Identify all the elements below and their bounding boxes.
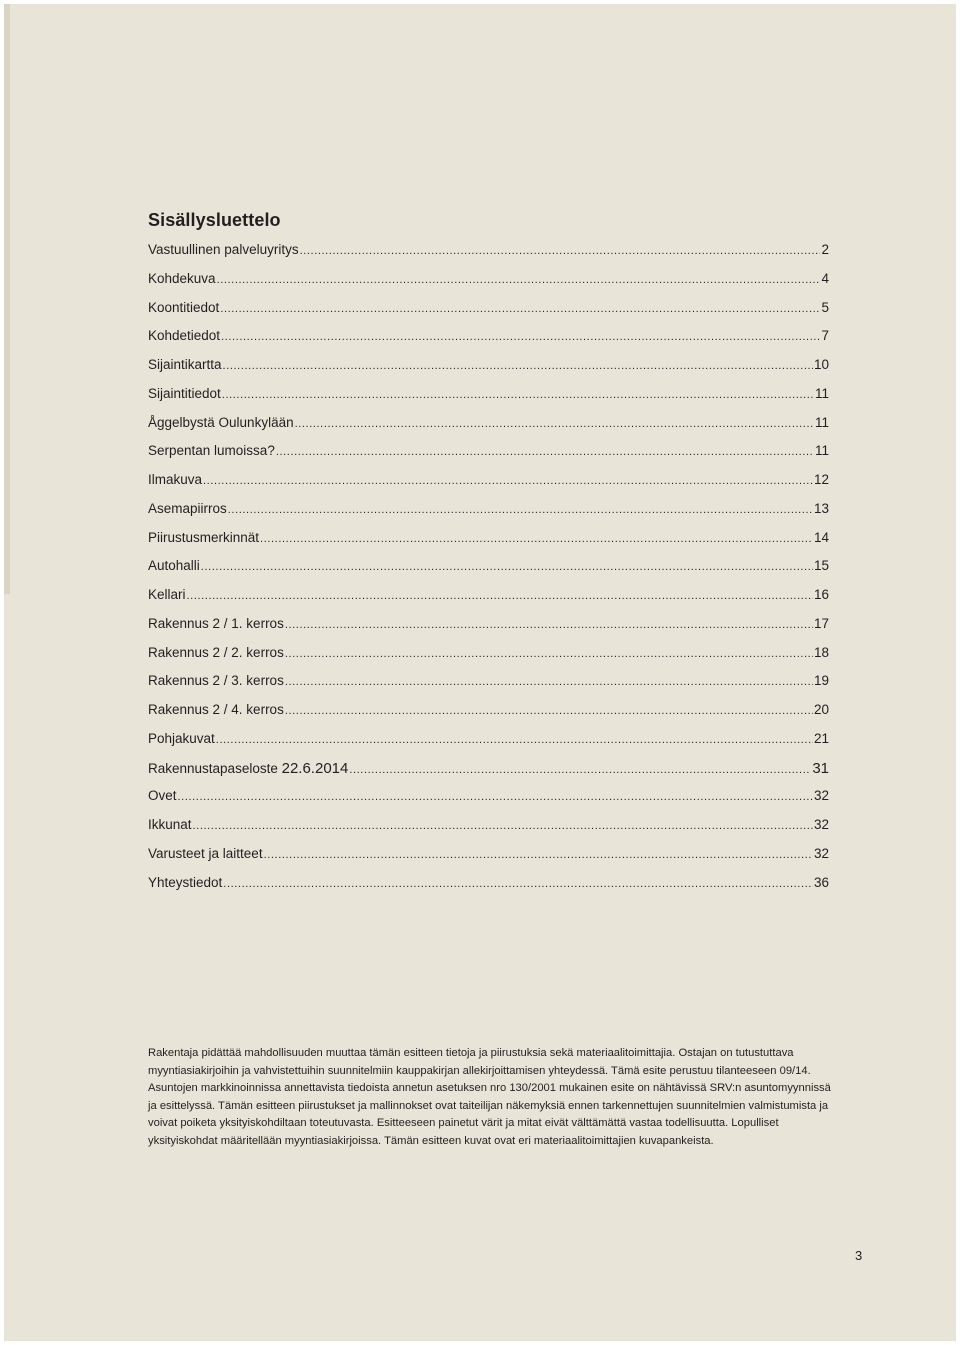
toc-entry[interactable] bbox=[148, 587, 829, 616]
toc-entry-page: 14 bbox=[813, 529, 829, 545]
toc-entry-label-text: Pohjakuvat bbox=[148, 730, 215, 746]
dot-leader bbox=[228, 504, 813, 516]
toc-entry-page: 15 bbox=[813, 558, 829, 574]
toc-entry-page: 10 bbox=[813, 357, 829, 372]
toc-entry-label-text: Sijaintitiedot bbox=[148, 385, 221, 401]
toc-entry[interactable] bbox=[148, 443, 829, 472]
dot-leader bbox=[276, 446, 814, 458]
dot-leader bbox=[285, 676, 813, 688]
toc-entry[interactable] bbox=[148, 788, 829, 817]
dot-leader bbox=[201, 561, 813, 573]
document-page bbox=[4, 4, 956, 1341]
toc-entry-label bbox=[148, 530, 259, 545]
toc-entry[interactable] bbox=[148, 616, 829, 645]
toc-entry-label bbox=[148, 386, 221, 401]
dot-leader bbox=[217, 274, 821, 286]
toc-entry-label-text: Sijaintikartta bbox=[148, 357, 222, 372]
table-of-contents bbox=[148, 242, 829, 903]
toc-entry-page: 31 bbox=[812, 759, 829, 777]
toc-entry-label-text: Ovet bbox=[148, 788, 177, 804]
toc-entry-label-text: Kellari bbox=[148, 587, 186, 602]
toc-entry-page: 12 bbox=[813, 472, 829, 487]
dot-leader bbox=[349, 764, 811, 776]
toc-entry-page: 11 bbox=[814, 443, 829, 459]
toc-entry-label-text: Ikkunat bbox=[148, 817, 192, 832]
disclaimer-text: Rakentaja pidättää mahdollisuuden muuttaa tämän esitteen tietoja ja piirustuksia sekä materiaalitoimittajia. Ostajan on tutustuttava myyntiasiakirjoihin ja vahvistettuihin suunnitelmiin kauppakirjan allekirjoittamisen yhteydessä. Tämä esite perustuu tilanteeseen 09/14. Asuntojen markkinoinnissa annettavista tiedoista annetun asetuksen nro 130/2001 mukainen esite on nähtävissä SRV:n asuntomyynnissä ja esittelyssä. Tämän esitteen piirustukset ja mallinnokset ovat taiteilijan näkemyksiä ennen tarkennettujen suunnitelmien valmistumista ja voivat poiketa yksityiskohdiltaan toteutuvasta. Esitteeseen painetut värit ja mitat eivät välttämättä vastaa todellisuutta. Lopulliset yksityiskohdat määritellään myyntiasiakirjoissa. Tämän esitteen kuvat ovat eri materiaalitoimittajien kuvapankeista. bbox=[148, 1047, 831, 1147]
toc-entry[interactable] bbox=[148, 472, 829, 501]
dot-leader bbox=[221, 331, 820, 343]
toc-entry-date: 22.6.2014 bbox=[281, 759, 349, 777]
toc-entry-page: 20 bbox=[813, 702, 829, 717]
toc-entry-label bbox=[148, 673, 284, 688]
toc-entry-page: 36 bbox=[813, 874, 829, 890]
toc-entry-label bbox=[148, 271, 216, 286]
page-edge-shadow bbox=[4, 4, 10, 594]
toc-entry-page: 32 bbox=[813, 817, 829, 832]
toc-entry-label bbox=[148, 645, 284, 660]
toc-entry-label-text: Ilmakuva bbox=[148, 472, 203, 487]
toc-entry-page: 11 bbox=[814, 414, 829, 430]
toc-entry-label bbox=[148, 501, 227, 516]
toc-entry-label bbox=[148, 760, 348, 777]
toc-entry-label bbox=[148, 846, 263, 861]
toc-entry[interactable] bbox=[148, 846, 829, 875]
dot-leader bbox=[222, 389, 814, 401]
toc-entry[interactable] bbox=[148, 673, 829, 702]
dot-leader bbox=[285, 648, 813, 660]
toc-entry-label bbox=[148, 558, 200, 573]
toc-entry-label-text: Kohdetiedot bbox=[148, 328, 221, 344]
toc-entry-label-text: Serpentan lumoissa? bbox=[148, 443, 275, 459]
toc-entry-label-text: Rakennustapaseloste bbox=[148, 760, 278, 776]
toc-entry-label-text: Rakennus 2 / 3. kerros bbox=[148, 673, 284, 689]
dot-leader bbox=[223, 878, 813, 890]
toc-entry[interactable] bbox=[148, 645, 829, 674]
dot-leader bbox=[203, 475, 813, 487]
toc-entry-label-text: Varusteet ja laitteet bbox=[148, 845, 263, 861]
toc-entry-label-text: Autohalli bbox=[148, 558, 200, 574]
toc-entry-page: 5 bbox=[821, 299, 829, 315]
toc-entry[interactable] bbox=[148, 300, 829, 329]
dot-leader bbox=[300, 245, 821, 257]
toc-entry-page: 2 bbox=[821, 242, 829, 257]
toc-entry-page: 19 bbox=[813, 673, 829, 689]
dot-leader bbox=[285, 705, 813, 717]
toc-entry-page: 11 bbox=[814, 385, 829, 401]
dot-leader bbox=[178, 791, 813, 803]
toc-entry-label-text: Rakennus 2 / 2. kerros bbox=[148, 644, 284, 660]
dot-leader bbox=[220, 303, 820, 315]
toc-entry[interactable] bbox=[148, 271, 829, 300]
toc-entry-page: 4 bbox=[821, 270, 829, 286]
dot-leader bbox=[260, 533, 813, 545]
dot-leader bbox=[264, 849, 813, 861]
toc-entry-label-text: Rakennus 2 / 1. kerros bbox=[148, 615, 284, 631]
dot-leader bbox=[216, 734, 813, 746]
toc-entry-page: 18 bbox=[813, 644, 829, 660]
toc-entry-label-text: Vastuullinen palveluyritys bbox=[148, 242, 299, 257]
toc-entry[interactable] bbox=[148, 760, 829, 789]
toc-entry-label-text: Åggelbystä Oulunkylään bbox=[148, 414, 294, 430]
toc-entry-label-text: Yhteystiedot bbox=[148, 874, 223, 890]
toc-entry-label bbox=[148, 731, 215, 746]
toc-entry-label bbox=[148, 443, 275, 458]
toc-entry[interactable] bbox=[148, 328, 829, 357]
toc-entry-page: 13 bbox=[813, 500, 829, 516]
toc-entry[interactable] bbox=[148, 386, 829, 415]
dot-leader bbox=[295, 418, 814, 430]
dot-leader bbox=[187, 590, 813, 602]
toc-entry-page: 21 bbox=[813, 730, 829, 746]
toc-entry[interactable] bbox=[148, 242, 829, 271]
toc-title: Sisällysluettelo bbox=[148, 210, 281, 230]
toc-entry[interactable] bbox=[148, 501, 829, 530]
toc-entry-label-text: Asemapiirros bbox=[148, 500, 227, 516]
toc-entry-label bbox=[148, 587, 186, 602]
toc-entry[interactable] bbox=[148, 817, 829, 846]
toc-entry-label bbox=[148, 328, 220, 343]
toc-entry-page: 32 bbox=[813, 788, 829, 804]
toc-entry-label bbox=[148, 415, 294, 430]
toc-entry-label bbox=[148, 357, 222, 372]
toc-entry-label bbox=[148, 817, 192, 832]
toc-entry-label-text: Koontitiedot bbox=[148, 299, 220, 315]
toc-entry[interactable] bbox=[148, 415, 829, 444]
dot-leader bbox=[193, 820, 813, 832]
toc-entry-label-text: Rakennus 2 / 4. kerros bbox=[148, 702, 284, 717]
toc-entry-page: 17 bbox=[813, 615, 829, 631]
toc-entry-label bbox=[148, 242, 299, 257]
toc-entry[interactable] bbox=[148, 530, 829, 559]
toc-entry-page: 16 bbox=[813, 587, 829, 602]
toc-entry-label bbox=[148, 702, 284, 717]
page-number: 3 bbox=[855, 1248, 863, 1263]
toc-entry[interactable] bbox=[148, 731, 829, 760]
toc-entry-label bbox=[148, 300, 219, 315]
dot-leader bbox=[285, 619, 813, 631]
toc-entry[interactable] bbox=[148, 702, 829, 731]
toc-entry-label bbox=[148, 616, 284, 631]
toc-entry-label-text: Kohdekuva bbox=[148, 270, 216, 286]
toc-entry-page: 32 bbox=[813, 845, 829, 861]
toc-entry-label bbox=[148, 472, 202, 487]
toc-entry-label bbox=[148, 875, 222, 890]
toc-entry-label bbox=[148, 788, 177, 803]
toc-entry[interactable] bbox=[148, 558, 829, 587]
toc-entry-page: 7 bbox=[821, 328, 829, 344]
toc-entry[interactable] bbox=[148, 875, 829, 904]
toc-entry[interactable] bbox=[148, 357, 829, 386]
toc-entry-label-text: Piirustusmerkinnät bbox=[148, 529, 260, 545]
dot-leader bbox=[223, 360, 813, 372]
